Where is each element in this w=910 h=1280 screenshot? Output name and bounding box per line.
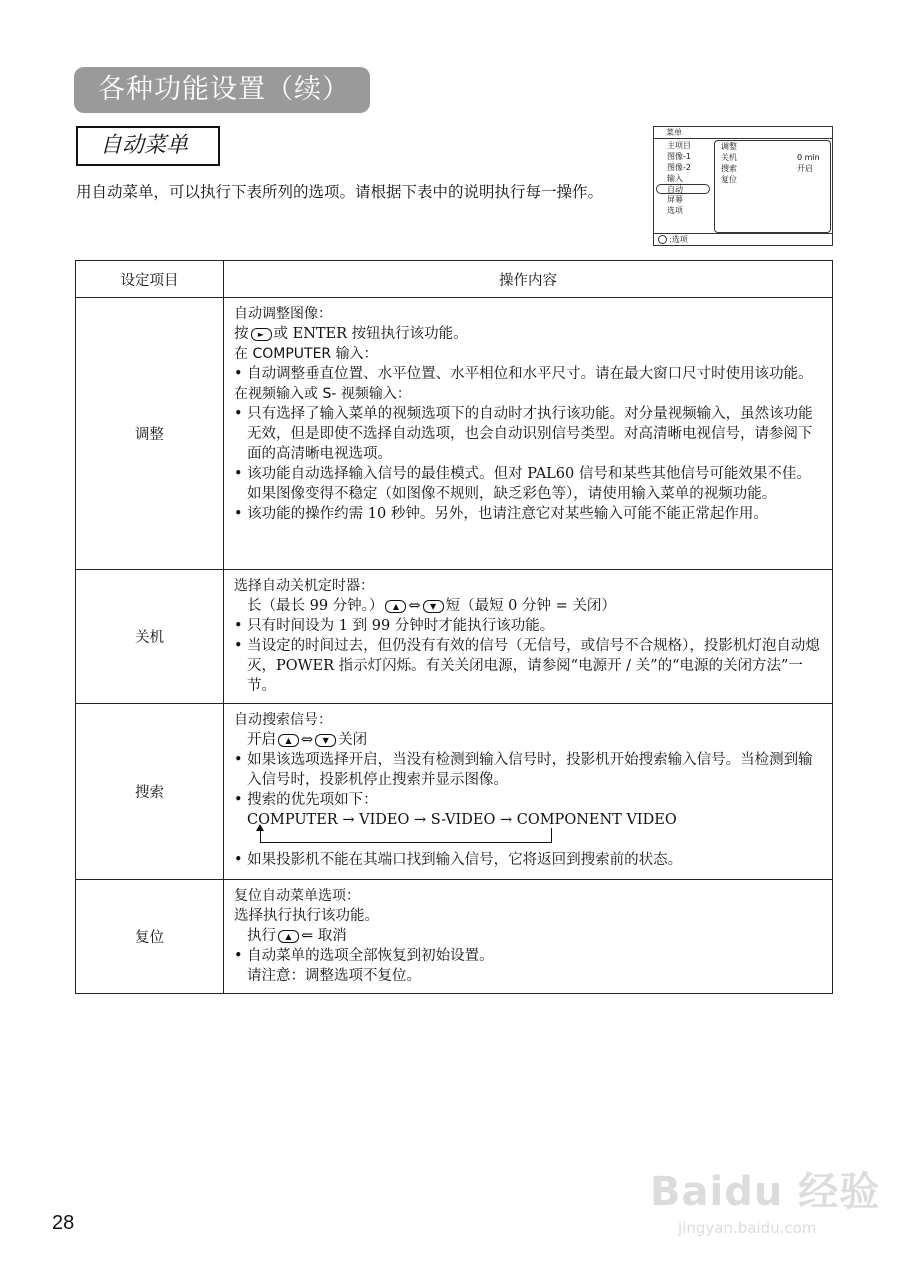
up-button-icon: ▲ (385, 600, 406, 613)
header-item: 设定项目 (76, 261, 224, 298)
settings-table (75, 260, 833, 994)
menu-row-value: 开启 (797, 164, 813, 173)
text: 执行 (247, 928, 276, 944)
menu-row-label: 调整 (721, 142, 737, 151)
bullet: • 搜索的优先项如下： (234, 792, 378, 808)
page-number: 28 (52, 1212, 75, 1234)
bullet: • 如果该选项选择开启，当没有检测到输入信号时，投影机开始搜索输入信号。当检测到输入信号时，投影机停止搜索并显示图像。 (234, 752, 813, 788)
bullet: • 自动调整垂直位置、水平位置、水平相位和水平尺寸。请在最大窗口尺寸时使用该功能。 (234, 366, 813, 382)
menu-left-list (654, 140, 714, 216)
up-button-icon: ▲ (278, 734, 299, 747)
menu-row-value: 0 min (797, 153, 820, 162)
content-shutdown (224, 570, 833, 704)
menu-left-item: 屏幕 (667, 195, 683, 204)
text: 按 (234, 326, 249, 342)
heading: 自动搜索信号： (234, 712, 332, 728)
up-button-icon: ▲ (278, 930, 299, 943)
watermark-url: jingyan.baidu.com (678, 1219, 817, 1237)
menu-right-panel (714, 140, 831, 233)
text: 长（最长 99 分钟。） (247, 598, 384, 614)
text: 选择执行执行该功能。 (234, 908, 379, 924)
item-search: 搜索 (76, 704, 224, 880)
item-adjust: 调整 (76, 298, 224, 570)
menu-row-label: 关机 (721, 153, 737, 162)
bullet: • 只有选择了输入菜单的视频选项下的自动时才执行该功能。对分量视频输入，虽然该功能无效，但是即使不选择自动选项，也会自动识别信号类型。对高清晰电视信号，请参阅下面的高清晰电视选项。 (234, 406, 813, 462)
loop-back-line (260, 828, 552, 843)
text: 短（最短 0 分钟 = 关闭） (445, 598, 616, 614)
menu-screen-illustration (653, 126, 833, 246)
menu-row-label: 复位 (721, 175, 737, 184)
menu-left-item: 图像-2 (667, 163, 691, 172)
menu-title: 菜单 (654, 127, 832, 139)
header-content: 操作内容 (224, 261, 833, 298)
menu-left-item: 图像-1 (667, 152, 691, 161)
content-search (224, 704, 833, 880)
content-reset (224, 880, 833, 994)
text: ⇔ (408, 598, 421, 614)
menu-footer-text: :选项 (669, 235, 688, 244)
section-title: 各种功能设置（续） (74, 67, 370, 113)
text: 或 ENTER 按钮执行该功能。 (273, 326, 468, 342)
bullet: • 该功能自动选择输入信号的最佳模式。但对 PAL60 信号和某些其他信号可能效果不佳。如果图像变得不稳定（如图像不规则，缺乏彩色等），请使用输入菜单的视频功能。 (234, 466, 811, 502)
note: 请注意：调整选项不复位。 (247, 968, 421, 984)
intro-text: 用自动菜单，可以执行下表所列的选项。请根据下表中的说明执行每一操作。 (76, 183, 604, 201)
flow-text: COMPUTER → VIDEO → S-VIDEO → COMPONENT VIDEO (247, 812, 677, 828)
item-shutdown: 关机 (76, 570, 224, 704)
heading: 在 COMPUTER 输入： (234, 346, 378, 362)
text: 开启 (247, 732, 276, 748)
bullet: • 该功能的操作约需 10 秒钟。另外，也请注意它对某些输入可能不能正常起作用。 (234, 506, 768, 522)
heading: 自动调整图像： (234, 306, 332, 322)
text: ⇔ (301, 732, 314, 748)
loop-back-arrow-icon (256, 824, 264, 831)
heading: 在视频输入或 S- 视频输入： (234, 386, 411, 402)
menu-left-item: 选项 (667, 206, 683, 215)
heading: 选择自动关机定时器： (234, 578, 374, 594)
menu-row-label: 搜索 (721, 164, 737, 173)
menu-left-item-selected: 自动 (656, 184, 710, 194)
bullet: • 当设定的时间过去，但仍没有有效的信号（无信号，或信号不合规格），投影机灯泡自动熄灭，POWER 指示灯闪烁。有关关闭电源，请参阅“电源开 / 关”的“电源的关闭方法”一节。 (234, 638, 820, 694)
text: 关闭 (338, 732, 368, 748)
down-button-icon: ▼ (423, 600, 444, 613)
watermark (650, 1160, 880, 1237)
menu-footer (654, 233, 832, 245)
bullet: • 只有时间设为 1 到 99 分钟时才能执行该功能。 (234, 618, 555, 634)
watermark-brand: Baidu 经验 (650, 1169, 881, 1215)
item-reset: 复位 (76, 880, 224, 994)
right-button-icon: ► (251, 328, 272, 341)
heading: 复位自动菜单选项： (234, 888, 360, 904)
subheading: 自动菜单 (76, 126, 220, 166)
select-button-icon (658, 235, 667, 244)
menu-left-item: 主项目 (667, 141, 691, 150)
bullet: • 如果投影机不能在其端口找到输入信号，它将返回到搜索前的状态。 (234, 852, 683, 868)
search-priority-flow (234, 810, 822, 850)
menu-left-item: 输入 (667, 174, 683, 183)
down-button-icon: ▼ (315, 734, 336, 747)
text: ⇐ 取消 (301, 928, 347, 944)
content-adjust (224, 298, 833, 570)
bullet: • 自动菜单的选项全部恢复到初始设置。 (234, 948, 494, 964)
